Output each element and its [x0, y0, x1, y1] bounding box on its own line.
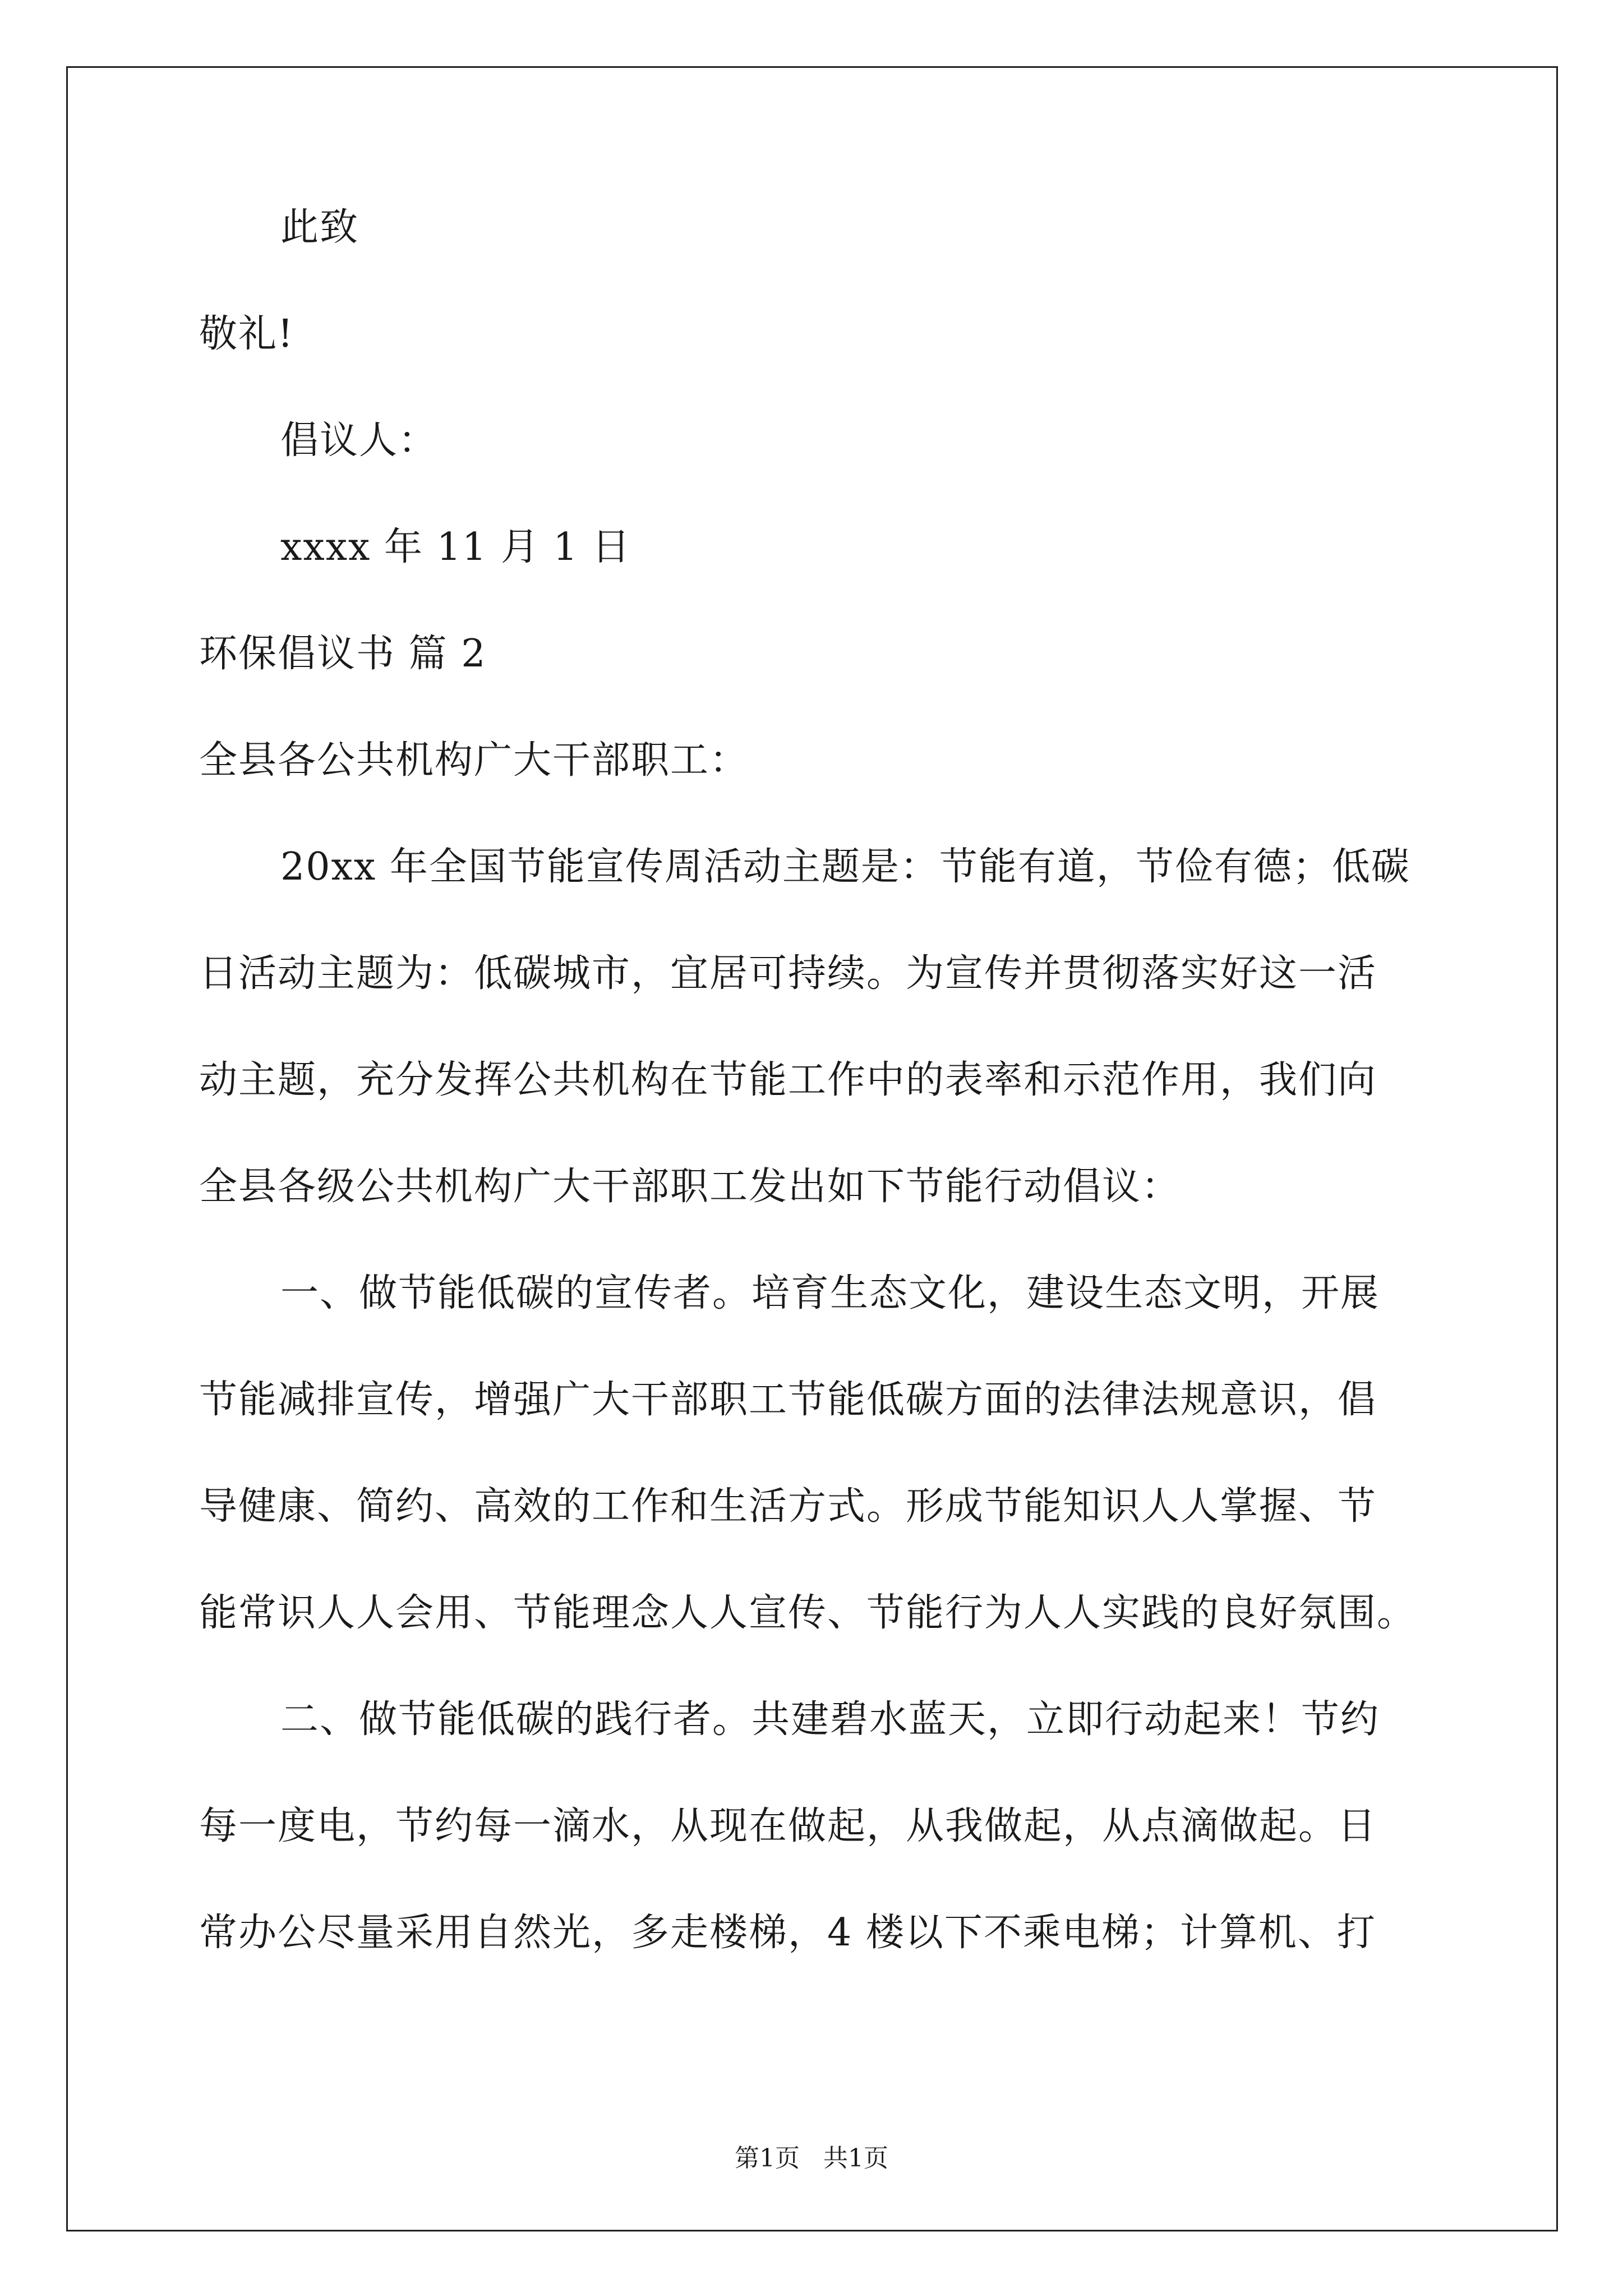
- paragraph-line: 动主题，充分发挥公共机构在节能工作中的表率和示范作用，我们向: [199, 1058, 1377, 1102]
- closing-regards: 敬礼!: [199, 312, 294, 356]
- section-title: 环保倡议书 篇 2: [199, 632, 487, 676]
- proposer-label: 倡议人：: [280, 418, 438, 463]
- paragraph-line: 能常识人人会用、节能理念人人宣传、节能行为人人实践的良好氛围。: [199, 1591, 1417, 1635]
- paragraph-line: 每一度电，节约每一滴水，从现在做起，从我做起，从点滴做起。日: [199, 1804, 1377, 1848]
- paragraph-line: 二、做节能低碳的践行者。共建碧水蓝天，立即行动起来！节约: [280, 1697, 1380, 1742]
- paragraph-line: 常办公尽量采用自然光，多走楼梯，4 楼以下不乘电梯；计算机、打: [199, 1911, 1376, 1955]
- date-line: xxxx 年 11 月 1 日: [280, 525, 631, 569]
- page-border: [66, 66, 1558, 2231]
- paragraph-line: 20xx 年全国节能宣传周活动主题是：节能有道，节俭有德；低碳: [280, 845, 1410, 889]
- paragraph-line: 全县各级公共机构广大干部职工发出如下节能行动倡议：: [199, 1165, 1181, 1209]
- paragraph-line: 节能减排宣传，增强广大干部职工节能低碳方面的法律法规意识，倡: [199, 1378, 1377, 1422]
- paragraph-line: 导健康、简约、高效的工作和生活方式。形成节能知识人人掌握、节: [199, 1484, 1377, 1529]
- paragraph-line: 一、做节能低碳的宣传者。培育生态文化，建设生态文明，开展: [280, 1271, 1380, 1315]
- page-footer: 第1页 共1页: [735, 2144, 888, 2173]
- closing-salutation: 此致: [280, 205, 359, 250]
- paragraph-line: 日活动主题为：低碳城市，宜居可持续。为宣传并贯彻落实好这一活: [199, 951, 1377, 996]
- addressee: 全县各公共机构广大干部职工：: [199, 738, 749, 783]
